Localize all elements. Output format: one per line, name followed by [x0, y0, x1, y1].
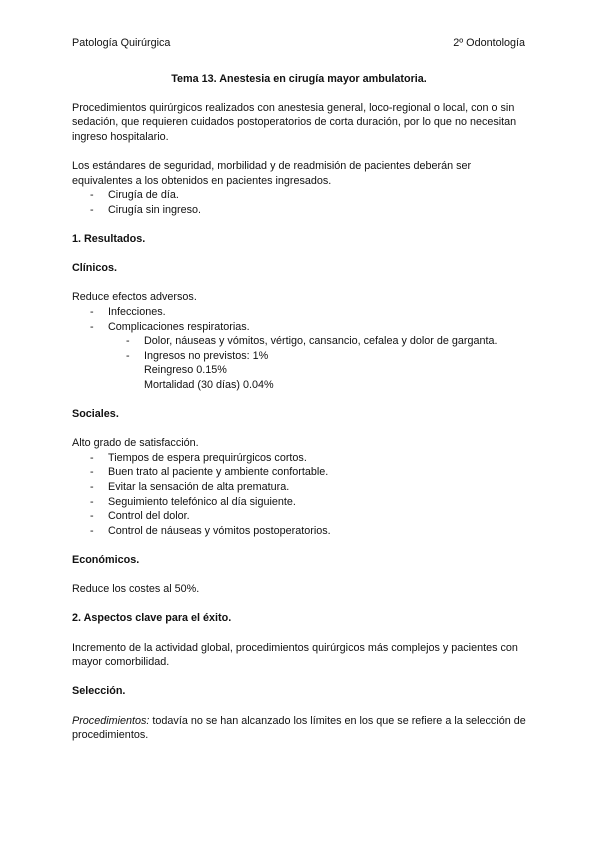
subheading-seleccion: Selección. — [72, 685, 126, 698]
list-item: - Complicaciones respiratorias. — [72, 320, 526, 335]
clinicos-lead: Reduce efectos adversos. — [72, 291, 197, 304]
document-body — [72, 72, 526, 743]
header-subject: Patología Quirúrgica — [72, 37, 171, 49]
seleccion-paragraph — [72, 714, 526, 743]
section-heading-aspectos: 2. Aspectos clave para el éxito. — [72, 612, 232, 625]
sociales-lead: Alto grado de satisfacción. — [72, 437, 199, 450]
subheading-clinicos: Clínicos. — [72, 262, 117, 275]
procedimientos-label: Procedimientos: — [72, 714, 150, 727]
header-course: 2º Odontología — [453, 37, 525, 49]
aspectos-text: Incremento de la actividad global, procedimientos quirúrgicos más complejos y pacientes con mayor comorbilidad. — [72, 641, 518, 669]
section-heading-resultados: 1. Resultados. — [72, 232, 146, 245]
list-item: - Dolor, náuseas y vómitos, vértigo, cansancio, cefalea y dolor de garganta. — [72, 334, 526, 349]
clinicos-list — [72, 305, 526, 334]
seleccion-text: todavía no se han alcanzado los límites en los que se refiere a la selección de procedimientos. — [72, 714, 526, 742]
economicos-text: Reduce los costes al 50%. — [72, 583, 200, 596]
list-item: - Cirugía sin ingreso. — [72, 203, 526, 218]
respiratory-sublist — [72, 334, 526, 363]
standards-paragraph: Los estándares de seguridad, morbilidad y de readmisión de pacientes deberán ser equivalentes a los obtenidos en pacientes ingresados. — [72, 159, 472, 187]
list-item: - Buen trato al paciente y ambiente confortable. — [72, 465, 526, 480]
list-item: - Evitar la sensación de alta prematura. — [72, 480, 526, 495]
intro-paragraph: Procedimientos quirúrgicos realizados con anestesia general, loco-regional o local, con o sin sedación, que requieren cuidados postoperatorios de corta duración, por lo que no necesitan ingreso hospitalario. — [72, 101, 517, 143]
list-item: - Tiempos de espera prequirúrgicos cortos. — [72, 451, 526, 466]
subheading-economicos: Económicos. — [72, 554, 140, 566]
list-item: - Cirugía de día. — [72, 188, 526, 203]
list-item: - Control de náuseas y vómitos postoperatorios. — [72, 524, 526, 539]
mortalidad-line: Mortalidad (30 días) 0.04% — [144, 378, 274, 391]
list-item: - Ingresos no previstos: 1% — [72, 349, 526, 364]
page-header — [72, 36, 525, 51]
list-item: - Seguimiento telefónico al día siguiente. — [72, 495, 526, 510]
list-item: - Control del dolor. — [72, 509, 526, 524]
sociales-list — [72, 451, 526, 539]
reingreso-line: Reingreso 0.15% — [144, 364, 227, 377]
subheading-sociales: Sociales. — [72, 408, 119, 421]
page-title: Tema 13. Anestesia en cirugía mayor ambulatoria. — [171, 73, 427, 85]
intro-list — [72, 188, 526, 217]
list-item: - Infecciones. — [72, 305, 526, 320]
